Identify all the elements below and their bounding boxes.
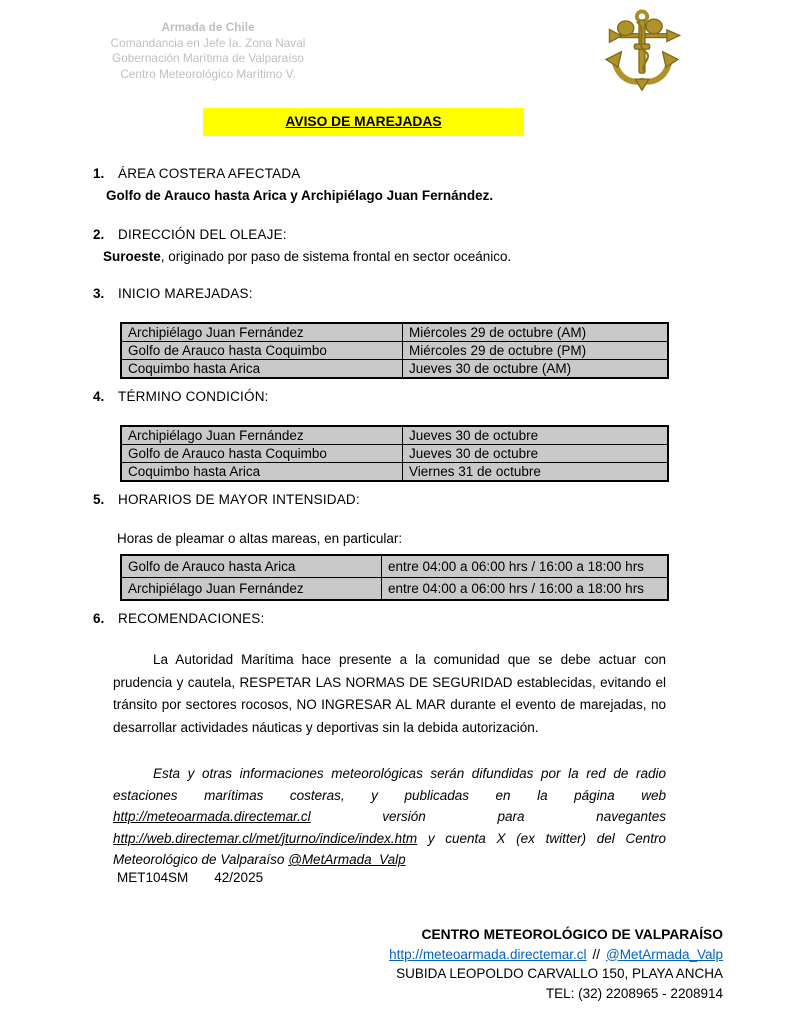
footer-org-title: CENTRO METEOROLÓGICO DE VALPARAÍSO bbox=[421, 927, 723, 942]
info-diffusion-paragraph bbox=[113, 763, 666, 871]
direction-detail: , originado por paso de sistema frontal en sector oceánico. bbox=[160, 249, 512, 264]
zone-cell: Golfo de Arauco hasta Coquimbo bbox=[121, 445, 403, 463]
footer bbox=[200, 925, 723, 1003]
date-cell: Jueves 30 de octubre bbox=[403, 445, 669, 463]
section-number: 3. bbox=[93, 286, 105, 301]
section-title: TÉRMINO CONDICIÓN: bbox=[118, 389, 269, 404]
footer-website-link[interactable]: http://meteoarmada.directemar.cl bbox=[389, 946, 587, 962]
section-title: RECOMENDACIONES: bbox=[118, 611, 265, 626]
section-4-heading bbox=[93, 389, 269, 404]
navy-anchor-icon bbox=[599, 8, 685, 92]
table-row bbox=[121, 555, 668, 578]
table-row bbox=[121, 360, 668, 379]
section-title: ÁREA COSTERA AFECTADA bbox=[118, 166, 301, 181]
footer-phone: TEL: (32) 2208965 - 2208914 bbox=[545, 985, 723, 1001]
table-row bbox=[121, 342, 668, 360]
section-title: DIRECCIÓN DEL OLEAJE: bbox=[118, 227, 287, 242]
section-number: 4. bbox=[93, 389, 105, 404]
hours-cell: entre 04:00 a 06:00 hrs / 16:00 a 18:00 hrs bbox=[382, 555, 669, 578]
section-2-heading bbox=[93, 227, 287, 242]
section-number: 6. bbox=[93, 611, 105, 626]
info-text: y cuenta X (ex twitter) del Centro Meteorológico de Valparaíso bbox=[113, 830, 666, 867]
table-row bbox=[121, 463, 668, 482]
meteoarmada-link[interactable]: http://meteoarmada.directemar.cl bbox=[113, 809, 311, 824]
termino-condicion-table bbox=[120, 425, 669, 482]
date-cell: Miércoles 29 de octubre (PM) bbox=[403, 342, 669, 360]
zone-cell: Archipiélago Juan Fernández bbox=[121, 426, 403, 445]
section-title: INICIO MAREJADAS: bbox=[118, 286, 253, 301]
section-number: 2. bbox=[93, 227, 105, 242]
direction-value: Suroeste bbox=[103, 249, 161, 264]
date-cell: Jueves 30 de octubre bbox=[403, 426, 669, 445]
directemar-navegantes-link[interactable]: http://web.directemar.cl/met/jturno/indice/index.htm bbox=[113, 830, 418, 846]
org-subline-2: Gobernación Marítima de Valparaíso bbox=[112, 51, 304, 65]
table-row bbox=[121, 323, 668, 342]
info-text: Esta y otras informaciones meteorológicas serán difundidas por la red de radio estaciones marítimas costeras, y publicadas en la página web bbox=[113, 766, 666, 803]
affected-area-text: Golfo de Arauco hasta Arica y Archipiélago Juan Fernández. bbox=[106, 188, 494, 203]
section-number: 1. bbox=[93, 166, 105, 181]
met-code: MET104SM bbox=[117, 870, 189, 885]
document-title-band bbox=[203, 108, 524, 136]
zone-cell: Archipiélago Juan Fernández bbox=[121, 323, 403, 342]
met-edition: 42/2025 bbox=[214, 870, 264, 885]
table-row bbox=[121, 578, 668, 601]
date-cell: Viernes 31 de octubre bbox=[403, 463, 669, 482]
wave-direction-text bbox=[103, 249, 511, 264]
footer-twitter-link[interactable]: @MetArmada_Valp bbox=[605, 946, 723, 962]
footer-separator: // bbox=[592, 946, 600, 962]
zone-cell: Coquimbo hasta Arica bbox=[121, 463, 403, 482]
page-title: AVISO DE MAREJADAS bbox=[285, 114, 442, 129]
section-number: 5. bbox=[93, 492, 105, 507]
org-subline-1: Comandancia en Jefe Ia. Zona Naval bbox=[110, 35, 306, 50]
letterhead bbox=[92, 20, 324, 82]
footer-links-line bbox=[200, 945, 723, 965]
metarmada-handle-link[interactable]: @MetArmada_Valp bbox=[288, 852, 406, 867]
org-name: Armada de Chile bbox=[161, 20, 255, 34]
section-5-heading bbox=[93, 492, 360, 507]
inicio-marejadas-table bbox=[120, 322, 669, 379]
zone-cell: Archipiélago Juan Fernández bbox=[121, 578, 382, 601]
table-row bbox=[121, 426, 668, 445]
hours-cell: entre 04:00 a 06:00 hrs / 16:00 a 18:00 hrs bbox=[382, 578, 669, 601]
section-1-heading bbox=[93, 166, 301, 181]
horarios-intensidad-table bbox=[120, 554, 669, 601]
section-3-heading bbox=[93, 286, 253, 301]
info-text: versión para navegantes bbox=[310, 809, 666, 824]
org-subline-3: Centro Meteorológico Marítimo V. bbox=[120, 66, 296, 81]
document-reference bbox=[117, 870, 263, 885]
tides-intro-text: Horas de pleamar o altas mareas, en particular: bbox=[117, 531, 403, 546]
zone-cell: Golfo de Arauco hasta Coquimbo bbox=[121, 342, 403, 360]
date-cell: Jueves 30 de octubre (AM) bbox=[403, 360, 669, 379]
recommendations-paragraph: La Autoridad Marítima hace presente a la comunidad que se debe actuar con prudencia y cautela, RESPETAR LAS NORMAS DE SEGURIDAD establecidas, evitando el tránsito por sectores rocosos, NO INGRESAR AL MAR durante el evento de marejadas, no desarrollar actividades náuticas y deportivas sin la debida autorización. bbox=[113, 652, 666, 735]
footer-address: SUBIDA LEOPOLDO CARVALLO 150, PLAYA ANCHA bbox=[396, 966, 723, 981]
zone-cell: Golfo de Arauco hasta Arica bbox=[121, 555, 382, 578]
zone-cell: Coquimbo hasta Arica bbox=[121, 360, 403, 379]
section-title: HORARIOS DE MAYOR INTENSIDAD: bbox=[118, 492, 360, 507]
date-cell: Miércoles 29 de octubre (AM) bbox=[403, 323, 669, 342]
table-row bbox=[121, 445, 668, 463]
section-6-heading bbox=[93, 611, 264, 626]
